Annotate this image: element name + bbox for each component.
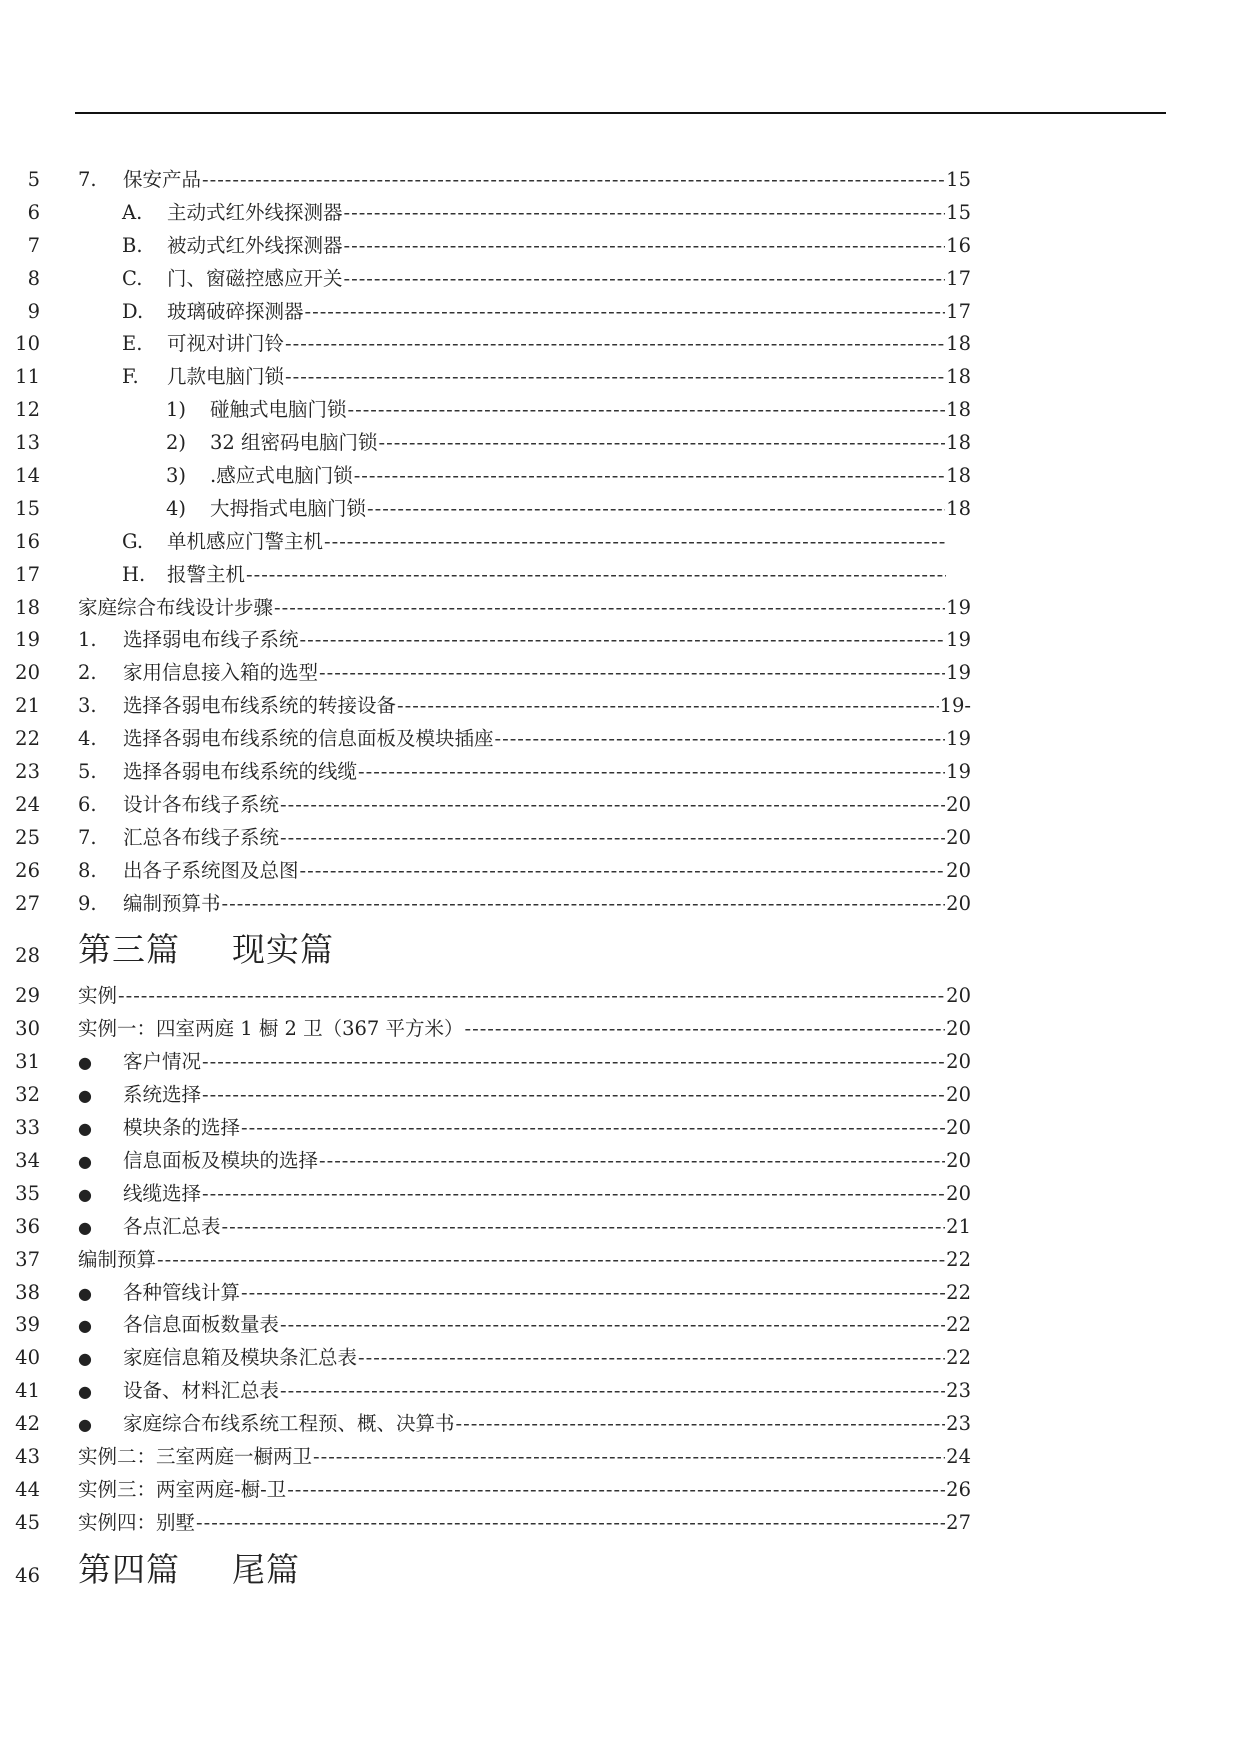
- page-number: 20: [946, 1083, 971, 1107]
- page-number: 22: [946, 1280, 971, 1304]
- toc-entry: [0, 1211, 1241, 1244]
- entry-marker: 2.: [78, 661, 97, 685]
- toc-entry: [0, 526, 1241, 559]
- toc-entry: [0, 296, 1241, 329]
- entry-title: 设计各布线子系统: [123, 792, 280, 816]
- line-number: 26: [15, 858, 40, 882]
- toc-entry: [0, 493, 1241, 526]
- toc-entry: [0, 855, 1241, 888]
- entry-title: 单机感应门警主机: [167, 529, 324, 553]
- leader-dashes: [202, 164, 945, 197]
- toc-entry-content: [78, 1178, 971, 1212]
- bullet-icon: ●: [78, 1382, 92, 1402]
- page-number: 20: [946, 1148, 971, 1172]
- line-number: 17: [15, 562, 40, 586]
- toc-entry: [0, 1244, 1241, 1277]
- toc-entry: [0, 1342, 1241, 1375]
- page-number: 18: [946, 398, 971, 422]
- page-number: 17: [946, 266, 971, 290]
- entry-title: 实例三：两室两庭-橱-卫: [78, 1477, 287, 1501]
- leader-dashes: [202, 1046, 945, 1079]
- page-number: 20: [946, 1017, 971, 1041]
- line-number: 8: [27, 266, 40, 290]
- page-number: 20: [946, 858, 971, 882]
- leader-dashes: [157, 1244, 945, 1277]
- line-number: 31: [15, 1050, 40, 1074]
- line-number: 46: [15, 1563, 40, 1587]
- leader-dashes: [305, 296, 946, 329]
- bullet-icon: ●: [78, 1053, 92, 1073]
- toc-entry: [0, 1309, 1241, 1342]
- bullet-icon: ●: [78, 1184, 92, 1204]
- toc-entry: [0, 460, 1241, 493]
- leader-dashes: [202, 1079, 945, 1112]
- toc-entry-content: [78, 1474, 971, 1507]
- page-number: 18: [946, 332, 971, 356]
- toc-entry-content: [78, 657, 971, 690]
- leader-dashes: [465, 1013, 946, 1046]
- entry-marker: 4.: [78, 727, 97, 751]
- page-number: 20: [946, 1116, 971, 1140]
- entry-title: 家用信息接入箱的选型: [123, 661, 319, 685]
- line-number: 28: [15, 944, 40, 968]
- entry-marker: D.: [122, 299, 144, 323]
- toc-entry: [0, 1408, 1241, 1441]
- line-number: 18: [15, 595, 40, 619]
- line-number: 29: [15, 984, 40, 1008]
- toc-entry: [0, 592, 1241, 625]
- page-number: 15: [946, 168, 971, 191]
- line-number: 25: [15, 825, 40, 849]
- entry-title: 家庭信息箱及模块条汇总表: [123, 1346, 358, 1370]
- toc-entry-content: [78, 1145, 971, 1179]
- toc-entry-content: [78, 888, 971, 921]
- leader-dashes: [319, 1145, 945, 1178]
- leader-dashes: [379, 427, 946, 460]
- entry-title: 门、窗磁控感应开关: [167, 266, 343, 290]
- line-number: 44: [15, 1477, 40, 1501]
- leader-dashes: [367, 493, 945, 526]
- entry-marker: H.: [122, 562, 146, 586]
- toc-section-heading: [0, 920, 1241, 980]
- page-number: 18: [946, 365, 971, 389]
- page-number: 20: [946, 792, 971, 816]
- leader-dashes: [274, 592, 945, 625]
- entry-title: 玻璃破碎探测器: [167, 299, 304, 323]
- entry-title: 家庭综合布线设计步骤: [78, 595, 274, 619]
- entry-title: 大拇指式电脑门锁: [210, 496, 367, 520]
- toc-entry-content: [78, 1112, 971, 1146]
- leader-dashes: [344, 197, 946, 230]
- toc-entry-content: [166, 493, 971, 526]
- page-number: 18: [946, 431, 971, 455]
- line-number: 34: [15, 1148, 40, 1172]
- part-label: 第四篇: [78, 1549, 180, 1589]
- line-number: 22: [15, 727, 40, 751]
- leader-dashes: [285, 328, 945, 361]
- page-number: 22: [946, 1313, 971, 1337]
- bullet-icon: ●: [78, 1086, 92, 1106]
- line-number: 45: [15, 1510, 40, 1534]
- entry-marker: 8.: [78, 858, 97, 882]
- toc-entry-content: [78, 690, 971, 723]
- line-number: 27: [15, 891, 40, 915]
- line-number: 6: [27, 200, 40, 224]
- bullet-icon: ●: [78, 1349, 92, 1369]
- line-number: 20: [15, 661, 40, 685]
- leader-dashes: [287, 1474, 945, 1507]
- line-number: 38: [15, 1280, 40, 1304]
- toc-entry-content: [78, 756, 971, 789]
- toc-entry: [0, 657, 1241, 690]
- line-number: 5: [27, 168, 40, 191]
- line-number: 40: [15, 1346, 40, 1370]
- entry-marker: 3.: [78, 694, 97, 718]
- toc-entry-content: [78, 1211, 971, 1245]
- toc-entry: [0, 263, 1241, 296]
- header-rule: [75, 112, 1166, 114]
- toc-entry-content: [78, 920, 971, 980]
- toc-entry: [0, 789, 1241, 822]
- entry-marker: A.: [122, 200, 143, 224]
- line-number: 42: [15, 1412, 40, 1436]
- entry-marker: 2): [166, 431, 187, 455]
- toc-entry-content: [78, 1013, 971, 1046]
- toc-entry: [0, 197, 1241, 230]
- toc-entry-content: [78, 980, 971, 1013]
- leader-dashes: [222, 1211, 946, 1244]
- entry-marker: 9.: [78, 891, 97, 915]
- leader-dashes: [313, 1441, 945, 1474]
- toc-entry: [0, 230, 1241, 263]
- entry-title: 选择各弱电布线系统的线缆: [123, 760, 358, 784]
- entry-title: 各点汇总表: [123, 1214, 221, 1238]
- toc-entry: [0, 1441, 1241, 1474]
- page-number: 22: [946, 1247, 971, 1271]
- entry-title: 各信息面板数量表: [123, 1313, 280, 1337]
- bullet-icon: ●: [78, 1217, 92, 1237]
- entry-title: 系统选择: [123, 1083, 202, 1107]
- page-number: 19-: [939, 694, 971, 718]
- line-number: 10: [15, 332, 40, 356]
- entry-marker: 7.: [78, 168, 97, 191]
- toc-entry-content: [78, 624, 971, 657]
- line-number: 43: [15, 1444, 40, 1468]
- toc-entry-content: [78, 789, 971, 822]
- part-label: 第三篇: [78, 930, 180, 970]
- leader-dashes: [358, 756, 945, 789]
- toc-entry: [0, 328, 1241, 361]
- toc-entry-content: [122, 361, 971, 394]
- entry-title: 出各子系统图及总图: [123, 858, 299, 882]
- toc-entry: [0, 1013, 1241, 1046]
- toc-entry-content: [166, 460, 971, 493]
- leader-dashes: [280, 789, 945, 822]
- entry-title: 汇总各布线子系统: [123, 825, 280, 849]
- entry-title: 各种管线计算: [123, 1280, 241, 1304]
- toc-entry: [0, 1145, 1241, 1178]
- toc-entry-content: [122, 230, 971, 263]
- line-number: 9: [27, 299, 40, 323]
- toc-entry-content: [122, 197, 971, 230]
- leader-dashes: [397, 690, 939, 723]
- entry-title: 保安产品: [123, 168, 202, 191]
- leader-dashes: [280, 1375, 945, 1408]
- entry-title: 选择各弱电布线系统的信息面板及模块插座: [123, 727, 494, 751]
- leader-dashes: [222, 888, 946, 921]
- toc-entry-content: [78, 1540, 971, 1600]
- toc-entry: [0, 822, 1241, 855]
- bullet-icon: ●: [78, 1283, 92, 1303]
- entry-title: 主动式红外线探测器: [167, 200, 343, 224]
- line-number: 12: [15, 398, 40, 422]
- entry-title: 线缆选择: [123, 1181, 202, 1205]
- toc-entry: [0, 888, 1241, 921]
- page-number: 17: [946, 299, 971, 323]
- toc-entry: [0, 1079, 1241, 1112]
- line-number: 32: [15, 1083, 40, 1107]
- entry-title: 选择各弱电布线系统的转接设备: [123, 694, 397, 718]
- toc-entry-content: [78, 1244, 971, 1277]
- entry-marker: C.: [122, 266, 143, 290]
- line-number: 37: [15, 1247, 40, 1271]
- toc-entry-content: [122, 559, 971, 592]
- toc-entry-content: [78, 1079, 971, 1113]
- entry-title: 实例一：四室两庭 1 橱 2 卫（367 平方米）: [78, 1017, 464, 1041]
- toc-entry: [0, 164, 1241, 197]
- line-number: 21: [15, 694, 40, 718]
- toc-entry-content: [166, 394, 971, 427]
- page-number: 19: [946, 727, 971, 751]
- line-number: 7: [27, 233, 40, 257]
- leader-dashes: [354, 460, 945, 493]
- page-number: 20: [946, 825, 971, 849]
- line-number: 36: [15, 1214, 40, 1238]
- line-number: 23: [15, 760, 40, 784]
- entry-title: 实例四：别墅: [78, 1510, 196, 1534]
- entry-title: 家庭综合布线系统工程预、概、决算书: [123, 1412, 455, 1436]
- leader-dashes: [202, 1178, 945, 1211]
- entry-marker: 3): [166, 464, 187, 488]
- entry-marker: 6.: [78, 792, 97, 816]
- page-number: 23: [946, 1379, 971, 1403]
- page-number: 20: [946, 1050, 971, 1074]
- toc-entry-content: [78, 1408, 971, 1442]
- line-number: 19: [15, 628, 40, 652]
- leader-dashes: [196, 1507, 945, 1540]
- toc-entry: [0, 1375, 1241, 1408]
- page-number: 23: [946, 1412, 971, 1436]
- toc-entry-content: [122, 328, 971, 361]
- toc-entry-content: [78, 1342, 971, 1376]
- line-number: 14: [15, 464, 40, 488]
- leader-dashes: [280, 822, 945, 855]
- toc-entry: [0, 1507, 1241, 1540]
- entry-marker: E.: [122, 332, 143, 356]
- toc-entry: [0, 1178, 1241, 1211]
- entry-marker: 4): [166, 496, 187, 520]
- entry-title: 编制预算书: [123, 891, 221, 915]
- part-title: 尾篇: [232, 1549, 300, 1589]
- toc-entry-content: [78, 592, 971, 625]
- toc-entry-content: [78, 723, 971, 756]
- page-number: 19: [946, 595, 971, 619]
- line-number: 30: [15, 1017, 40, 1041]
- line-number: 35: [15, 1181, 40, 1205]
- page-number: 21: [946, 1214, 971, 1238]
- page-number: 20: [946, 891, 971, 915]
- leader-dashes: [241, 1277, 945, 1310]
- line-number: 33: [15, 1116, 40, 1140]
- leader-dashes: [358, 1342, 945, 1375]
- leader-dashes: [319, 657, 945, 690]
- toc-entry: [0, 756, 1241, 789]
- toc-entry-content: [78, 1375, 971, 1409]
- entry-title: 编制预算: [78, 1247, 157, 1271]
- page-number: 19: [946, 661, 971, 685]
- entry-title: 实例二：三室两庭一橱两卫: [78, 1444, 313, 1468]
- page-number: 18: [946, 464, 971, 488]
- line-number: 16: [15, 529, 40, 553]
- leader-dashes: [280, 1309, 945, 1342]
- page-number: 19: [946, 628, 971, 652]
- leader-dashes: [324, 526, 946, 559]
- leader-dashes: [495, 723, 946, 756]
- leader-dashes: [344, 230, 946, 263]
- toc-section-heading: [0, 1540, 1241, 1600]
- toc-entry-content: [78, 1441, 971, 1474]
- page-number: 27: [946, 1510, 971, 1534]
- toc-entry: [0, 1046, 1241, 1079]
- entry-title: 可视对讲门铃: [167, 332, 285, 356]
- leader-dashes: [300, 624, 946, 657]
- page-number: 22: [946, 1346, 971, 1370]
- leader-dashes: [456, 1408, 946, 1441]
- page-number: 24: [946, 1444, 971, 1468]
- toc-entry-content: [78, 164, 971, 197]
- entry-marker: 7.: [78, 825, 97, 849]
- toc-entry: [0, 624, 1241, 657]
- entry-marker: B.: [122, 233, 143, 257]
- toc-entry-content: [166, 427, 971, 460]
- entry-title: 模块条的选择: [123, 1116, 241, 1140]
- leader-dashes: [285, 361, 945, 394]
- toc-entry: [0, 690, 1241, 723]
- page-number: 15: [946, 200, 971, 224]
- toc-entry-content: [78, 822, 971, 855]
- entry-marker: G.: [122, 529, 144, 553]
- leader-dashes: [241, 1112, 945, 1145]
- line-number: 15: [15, 496, 40, 520]
- part-title: 现实篇: [232, 930, 334, 970]
- line-number: 39: [15, 1313, 40, 1337]
- bullet-icon: ●: [78, 1151, 92, 1171]
- toc-entry: [0, 427, 1241, 460]
- page-number: 20: [946, 984, 971, 1008]
- entry-title: 几款电脑门锁: [167, 365, 285, 389]
- entry-title: 设备、材料汇总表: [123, 1379, 280, 1403]
- entry-marker: 5.: [78, 760, 97, 784]
- toc-entry: [0, 1277, 1241, 1310]
- toc-entry-content: [78, 1277, 971, 1311]
- entry-title: 被动式红外线探测器: [167, 233, 343, 257]
- leader-dashes: [344, 263, 946, 296]
- toc-entry-content: [78, 1046, 971, 1080]
- toc-entry: [0, 1474, 1241, 1507]
- leader-dashes: [348, 394, 946, 427]
- page-number: 19: [946, 760, 971, 784]
- toc-entry-content: [78, 855, 971, 888]
- toc-entry: [0, 361, 1241, 394]
- page-number: 20: [946, 1181, 971, 1205]
- leader-dashes: [246, 559, 946, 592]
- entry-title: 碰触式电脑门锁: [210, 398, 347, 422]
- line-number: 41: [15, 1379, 40, 1403]
- toc-entry-content: [78, 1309, 971, 1343]
- page-number: 26: [946, 1477, 971, 1501]
- toc-entry-content: [122, 263, 971, 296]
- entry-marker: F.: [122, 365, 139, 389]
- entry-marker: 1.: [78, 628, 97, 652]
- toc-entry-content: [78, 1507, 971, 1540]
- page-number: 16: [946, 233, 971, 257]
- toc-entry-content: [122, 296, 971, 329]
- line-number: 13: [15, 431, 40, 455]
- toc-entry: [0, 723, 1241, 756]
- leader-dashes: [118, 980, 945, 1013]
- toc-entry: [0, 394, 1241, 427]
- line-number: 11: [15, 365, 40, 389]
- entry-title: 实例: [78, 984, 118, 1008]
- bullet-icon: ●: [78, 1316, 92, 1336]
- table-of-contents: [0, 164, 1241, 1600]
- toc-entry: [0, 559, 1241, 592]
- bullet-icon: ●: [78, 1415, 92, 1435]
- entry-title: 信息面板及模块的选择: [123, 1148, 319, 1172]
- entry-title: 32 组密码电脑门锁: [210, 431, 378, 455]
- toc-entry: [0, 980, 1241, 1013]
- bullet-icon: ●: [78, 1119, 92, 1139]
- entry-marker: 1): [166, 398, 187, 422]
- entry-title: 客户情况: [123, 1050, 202, 1074]
- line-number: 24: [15, 792, 40, 816]
- toc-entry: [0, 1112, 1241, 1145]
- entry-title: 报警主机: [167, 562, 246, 586]
- entry-title: .感应式电脑门锁: [210, 464, 353, 488]
- toc-entry-content: [122, 526, 971, 559]
- entry-title: 选择弱电布线子系统: [123, 628, 299, 652]
- leader-dashes: [300, 855, 946, 888]
- page-number: 18: [946, 496, 971, 520]
